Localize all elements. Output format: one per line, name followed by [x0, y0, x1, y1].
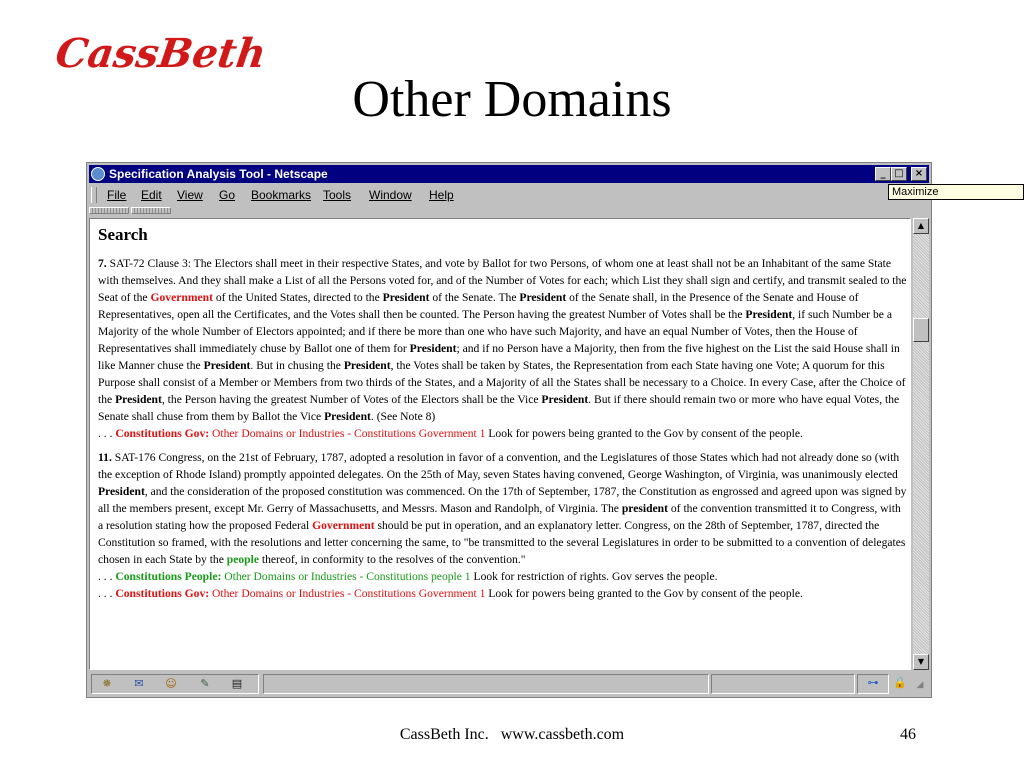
composer-icon[interactable]: ✎ [200, 677, 210, 690]
maximize-button[interactable]: □ [891, 167, 907, 181]
highlighted-term: President [409, 342, 457, 355]
domain-label[interactable]: Constitutions People: [115, 570, 222, 583]
menu-bar [89, 185, 929, 205]
page-content [89, 218, 911, 670]
highlighted-term: President [98, 485, 145, 498]
result-text: , and the consideration of the proposed constitution was commenced. On the 17th of September, 1787, the Constitution as engrossed and agreed upon was signed by all the members present, except Mr. Gerry of Massachusetts, and Messrs. Mason and Randolph, of Virginia. The [98, 485, 907, 515]
collapsed-toolbar-tab[interactable] [89, 207, 129, 214]
mail-icon[interactable]: ✉ [134, 677, 144, 690]
highlighted-term: President [343, 359, 391, 372]
result-text: , the Votes shall be taken by States, the Representation from each State having one Vote; A quorum for this Purpose shall consist of a Member or Members from two thirds of the States, and a Majority of all the States shall be necessary to a Choice. In every Case, after the Choice of the [98, 359, 906, 406]
link-prefix: . . . [98, 570, 116, 583]
domain-link[interactable]: Other Domains or Industries - Constitutions people 1 [221, 570, 471, 583]
link-prefix: . . . [98, 587, 116, 600]
chat-icon[interactable]: ▤ [231, 677, 243, 690]
menu-bookmarks[interactable]: Bookmarks [251, 188, 312, 202]
menu-tools[interactable]: Tools [323, 188, 352, 202]
domain-label[interactable]: Constitutions Gov: [115, 427, 210, 440]
result-text: of the convention transmitted it to Congress, with a resolution stating how the proposed Federal [98, 502, 901, 532]
menu-file[interactable]: File [107, 188, 127, 202]
result-text: ; and if no Person have a Majority, then from the five highest on the List the said House shall in like Manner chuse the [98, 342, 900, 372]
scroll-down-arrow-icon[interactable]: ▼ [913, 654, 929, 670]
status-bar [89, 672, 929, 696]
window-title: Specification Analysis Tool - Netscape [109, 167, 328, 181]
collapsed-toolbar-tab[interactable] [131, 207, 171, 214]
scroll-up-arrow-icon[interactable]: ▲ [913, 218, 929, 234]
connection-field [857, 674, 889, 694]
result-text: , the Person having the greatest Number of Votes of the Electors shall be the Vice [161, 393, 542, 406]
result-number: 7. [98, 257, 107, 270]
result-text: . But in chusing the [250, 359, 344, 372]
netscape-app-icon [91, 167, 105, 181]
navigator-icon[interactable]: ✵ [102, 677, 112, 690]
domain-description: Look for powers being granted to the Gov by consent of the people. [485, 587, 803, 600]
resize-grip-icon[interactable]: ◢ [916, 680, 924, 690]
highlighted-term: President [519, 291, 567, 304]
highlighted-term: President [541, 393, 589, 406]
domain-link[interactable]: Other Domains or Industries - Constitutions Government 1 [209, 427, 486, 440]
result-text: . But if there should remain two or more who have equal Votes, the Senate shall chuse from them by Ballot the Vice [98, 393, 900, 423]
highlighted-term: President [115, 393, 162, 406]
maximize-tooltip: Maximize [888, 184, 1024, 200]
result-text: SAT-176 Congress, on the 21st of February, 1787, adopted a resolution in favor of a convention, and the Legislatures of those States which had not already done so (with the exception of Rhode Island) promptly appointed delegates. On the 25th of May, seven States having convened, George Washington, of Virginia, was unanimously elected [98, 451, 900, 481]
scroll-thumb[interactable] [913, 318, 929, 342]
domain-description: Look for restriction of rights. Gov serves the people. [470, 570, 718, 583]
result-number: 11. [98, 451, 112, 464]
netscape-window [86, 162, 932, 698]
minimize-button[interactable]: _ [875, 167, 891, 181]
result-text: of the Senate. The [429, 291, 520, 304]
domain-link[interactable]: Other Domains or Industries - Constitutions Government 1 [209, 587, 486, 600]
collapsed-toolbars [89, 207, 173, 215]
search-result [98, 255, 908, 442]
slide-title: Other Domains [352, 71, 672, 128]
window-title-bar[interactable] [89, 165, 929, 183]
highlighted-term: President [203, 359, 251, 372]
vertical-scrollbar[interactable] [913, 218, 929, 670]
progress-field [711, 674, 855, 694]
result-text: thereof, in conformity to the resolves of the convention." [259, 553, 526, 566]
domain-label[interactable]: Constitutions Gov: [115, 587, 210, 600]
component-bar [91, 674, 259, 694]
cassbeth-logo: CassBeth [52, 30, 269, 77]
address-book-icon[interactable]: ☺ [165, 677, 177, 690]
menu-edit[interactable]: Edit [141, 188, 162, 202]
page-heading: Search [98, 225, 148, 244]
menubar-grip-icon[interactable] [91, 187, 97, 203]
highlighted-term: Government [150, 291, 213, 304]
result-text: SAT-72 Clause 3: The Electors shall meet in their respective States, and vote by Ballot for two Persons, of whom one at least shall not be an Inhabitant of the same State with themselves. And they shall make a List of all the Persons voted for, and of the Number of Votes for each; which List they shall sign and certify, and transmit sealed to the Seat of the [98, 257, 907, 304]
highlighted-term: President [324, 410, 371, 423]
result-text: should be put in operation, and an explanatory letter. Congress, on the 28th of September, 1787, directed the Constitution so framed, with the resolutions and letter concerning the same, to "be transmitted to the several Legislatures in order to be submitted to a convention of delegates chosen in each State by the [98, 519, 906, 566]
highlighted-term: President [745, 308, 793, 321]
result-text: . (See Note 8) [370, 410, 436, 423]
result-text: , if such Number be a Majority of the whole Number of Electors appointed; and if there be more than one who have such Majority, and have an equal Number of Votes, then the House of Representatives shall immediately chuse by Ballot one of them for [98, 308, 892, 355]
highlighted-term: president [621, 502, 668, 515]
page-number: 46 [900, 726, 916, 743]
close-button[interactable]: × [911, 167, 927, 181]
security-lock-icon[interactable]: 🔒 [893, 676, 907, 689]
result-text: of the United States, directed to the [212, 291, 383, 304]
menu-view[interactable]: View [177, 188, 203, 202]
menu-help[interactable]: Help [429, 188, 454, 202]
search-result [98, 449, 908, 602]
status-text-field [263, 674, 709, 694]
highlighted-term: people [226, 553, 259, 566]
menu-window[interactable]: Window [369, 188, 412, 202]
search-results [98, 225, 908, 609]
menu-go[interactable]: Go [219, 188, 236, 202]
result-text: of the Senate shall, in the Presence of the Senate and House of Representatives, open all the Certificates, and the Votes shall then be counted. The Person having the greatest Number of Votes shall be the [98, 291, 859, 321]
highlighted-term: Government [312, 519, 375, 532]
link-prefix: . . . [98, 427, 116, 440]
highlighted-term: President [382, 291, 430, 304]
domain-description: Look for powers being granted to the Gov by consent of the people. [485, 427, 803, 440]
footer-company: CassBeth Inc. www.cassbeth.com [399, 726, 625, 743]
connection-plug-icon: ⊶ [867, 676, 879, 689]
